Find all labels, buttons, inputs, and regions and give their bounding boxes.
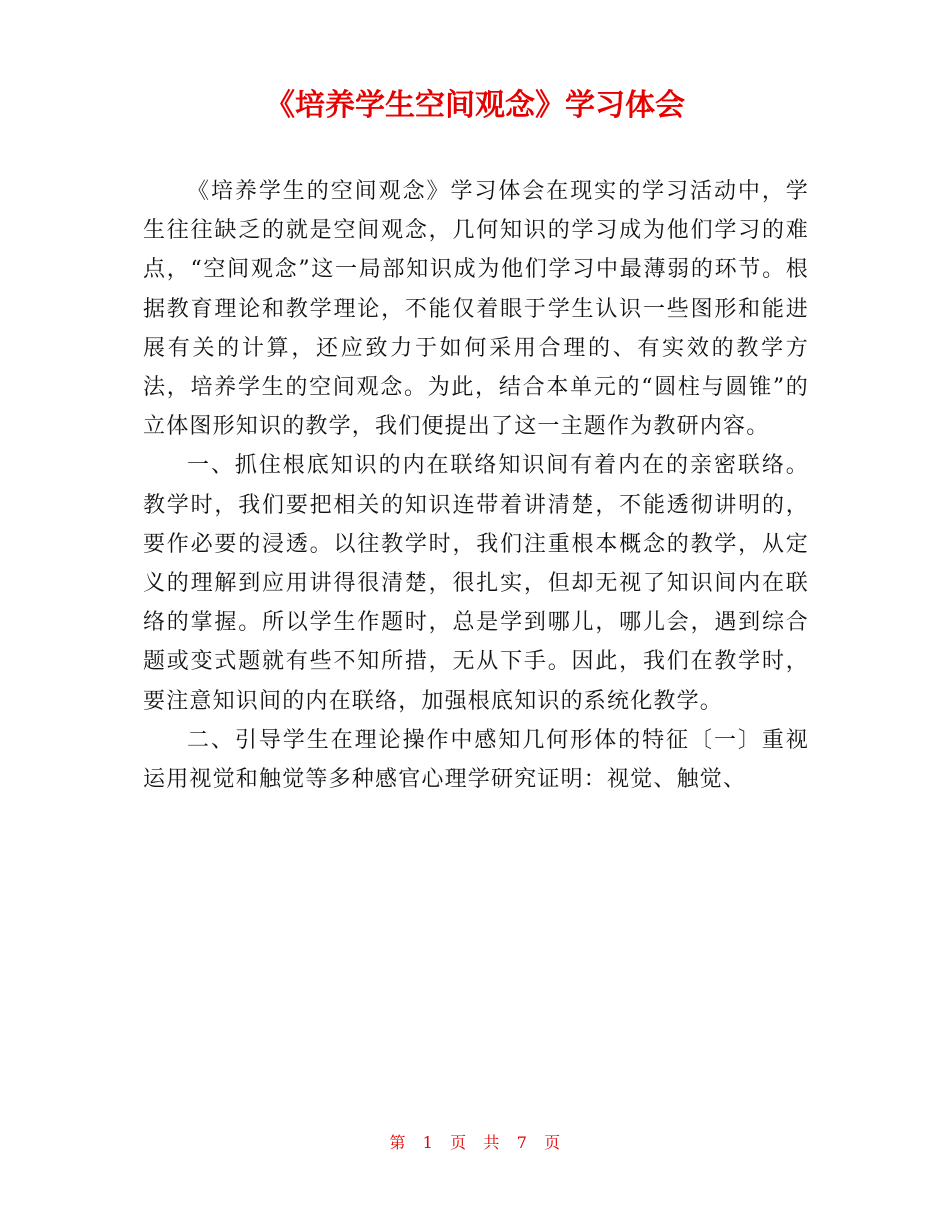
- footer-page-word: 页: [450, 1133, 467, 1152]
- footer-current-page: 1: [422, 1133, 434, 1152]
- page-footer: [0, 1131, 950, 1155]
- footer-total-pages: 7: [516, 1133, 528, 1152]
- document-body: [143, 172, 809, 799]
- footer-suffix: 页: [544, 1133, 561, 1152]
- paragraph-intro: 《培养学生的空间观念》学习体会在现实的学习活动中，学生往往缺乏的就是空间观念，几何知识的学习成为他们学习的难点，“空间观念”这一局部知识成为他们学习中最薄弱的环节。根据教育理论和教学理论，不能仅着眼于学生认识一些图形和能进展有关的计算，还应致力于如何采用合理的、有实效的教学方法，培养学生的空间观念。为此，结合本单元的“圆柱与圆锥”的立体图形知识的教学，我们便提出了这一主题作为教研内容。: [143, 179, 809, 440]
- paragraph-section-one: 一、抓住根底知识的内在联络知识间有着内在的亲密联络。教学时，我们要把相关的知识连带着讲清楚，不能透彻讲明的，要作必要的浸透。以往教学时，我们注重根本概念的教学，从定义的理解到应用讲得很清楚，很扎实，但却无视了知识间内在联络的掌握。所以学生作题时，总是学到哪儿，哪儿会，遇到综合题或变式题就有些不知所措，无从下手。因此，我们在教学时，要注意知识间的内在联络，加强根底知识的系统化教学。: [143, 453, 809, 714]
- footer-total-word: 共: [483, 1133, 500, 1152]
- document-title: 《培养学生空间观念》学习体会: [265, 88, 685, 123]
- paragraph-section-two: 二、引导学生在理论操作中感知几何形体的特征〔一〕重视运用视觉和触觉等多种感官心理学研究证明：视觉、触觉、: [143, 727, 809, 793]
- footer-prefix: 第: [389, 1133, 406, 1152]
